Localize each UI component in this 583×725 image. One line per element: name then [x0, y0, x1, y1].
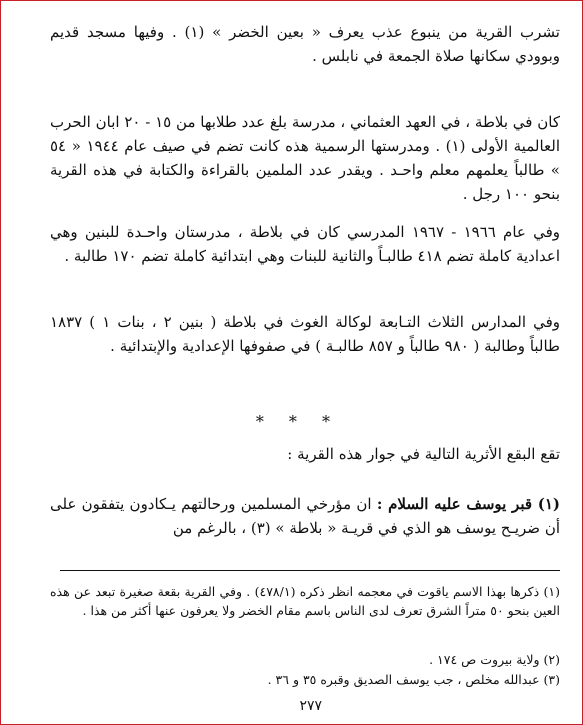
- footnote-2: (٢) ولاية بيروت ص ١٧٤ .: [429, 652, 560, 667]
- section-separator: * * *: [255, 412, 340, 431]
- document-page: [44, 14, 560, 714]
- item-joseph-tomb-text: ان مؤرخي المسلمين ورحالتهم يـكادون يتفقون على أن ضريـح يوسف هو الذي في قريـة « بلاطة » (٣) ، بالرغم من: [50, 495, 560, 537]
- paragraph-unrwa-schools: وفي المدارس الثلاث التـابعة لوكالة الغوث في بلاطة ( بنين ٢ ، بنات ١ ) ١٨٣٧ طالباً وطالبة ( ٩٨٠ طالباً و ٨٥٧ طالبـة ) في صفوفها الإعدادية والإبتدائية .: [50, 313, 560, 355]
- paragraph-schools-1966: وفي عام ١٩٦٦ - ١٩٦٧ المدرسي كان في بلاطة ، مدرستان واحـدة للبنين وهي اعدادية كاملة تضم ٤١٨ طالبـاً والثانية للبنات وهي ابتدائية كاملة تضم ١٧٠ طالبة .: [50, 223, 560, 265]
- item-joseph-tomb: [50, 492, 560, 540]
- section-intro: تقع البقع الأثرية التالية في جوار هذه القرية :: [287, 445, 560, 463]
- page-number: ٢٧٧: [299, 698, 322, 714]
- footnote-3: (٣) عبدالله مخلص ، جب يوسف الصديق وقبره ٣٥ و ٣٦ .: [267, 672, 560, 687]
- paragraph-water-mosque: تشرب القرية من ينبوع عذب يعرف « بعين الخضر » (١) . وفيها مسجد قديم وبوودي سكانها صلاة الجمعة في نابلس .: [50, 23, 560, 65]
- item-joseph-tomb-heading: (١) قبر يوسف عليه السلام :: [376, 495, 560, 513]
- footnote-1: (١) ذكرها بهذا الاسم ياقوت في معجمه انظر ذكره (٤٧٨/١) . وفي القرية بقعة صغيرة تبعد عن هذه العين بنحو ٥٠ متراً الشرق تعرف لدى الناس باسم مقام الخضر ولا يعرفون عنها أكثر من هذا .: [50, 584, 561, 618]
- footnote-divider: [60, 570, 560, 571]
- paragraph-ottoman-school: كان في بلاطة ، في العهد العثماني ، مدرسة بلغ عدد طلابها من ١٥ - ٢٠ ابان الحرب العالمية الأولى (١) . ومدرستها الرسمية هذه كانت تضم في صيف عام ١٩٤٤ « ٥٤ » طالباً يعلمهم معلم واحـد . ويقدر عدد الملمين بالقراءة والكتابة في هذه القرية بنحو ١٠٠ رجل .: [50, 113, 560, 203]
